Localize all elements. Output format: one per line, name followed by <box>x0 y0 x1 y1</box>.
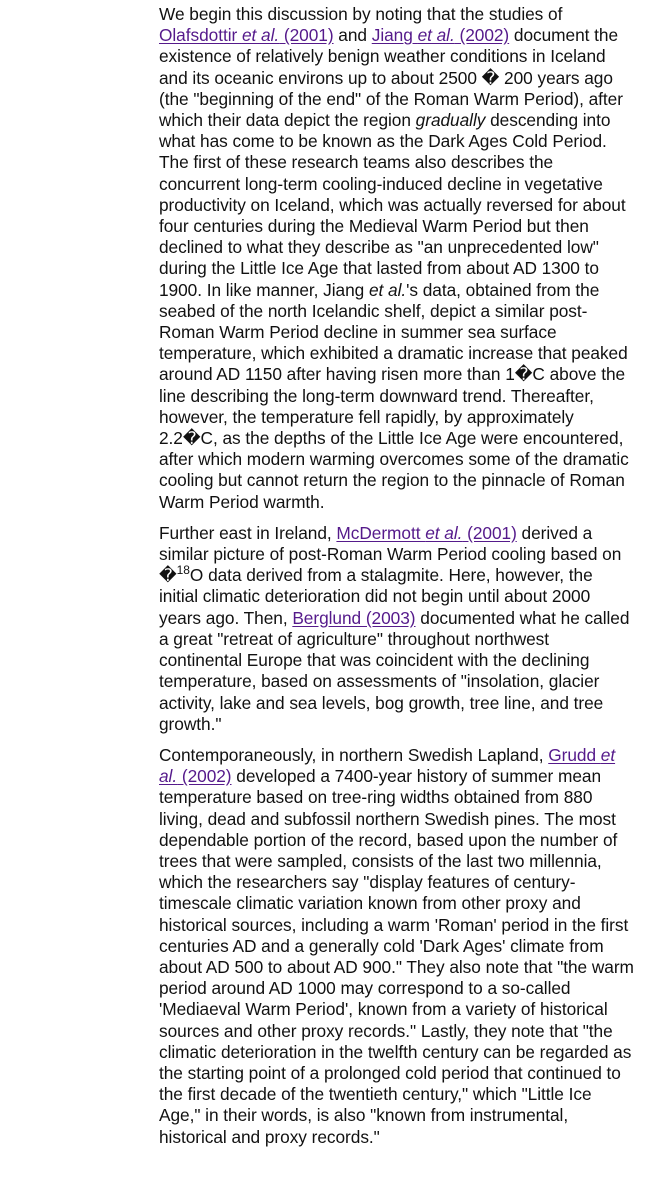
link-grudd-2002[interactable]: Grudd et al. (2002) <box>159 744 616 787</box>
isotope-superscript: 18 <box>176 563 190 578</box>
p2-text-4: documented what he called a great "retreat of agriculture" throughout northwest continental Europe that was coincident with the declining temperature, based on assessments of "insolation, glacier activity, lake and sea levels, bog growth, tree line, and tree growth." <box>159 607 630 734</box>
link-jiang-2002[interactable]: Jiang et al. (2002) <box>371 25 510 46</box>
link-olafsdottir-2001[interactable]: Olafsdottir et al. (2001) <box>159 25 334 46</box>
p2-text-3: O data derived from a stalagmite. Here, however, the initial climatic deterioration did not begin until about 2000 years ago. Then, <box>159 565 593 628</box>
p2-text-1: Further east in Ireland, <box>159 522 337 543</box>
paragraph-iceland <box>159 4 634 513</box>
p2-text-2: derived a similar picture of post-Roman Warm Period cooling based on � <box>159 522 622 586</box>
p1-text-2: and <box>333 25 372 46</box>
p1-text-5: 's data, obtained from the seabed of the north Icelandic shelf, depict a similar post-Roman Warm Period decline in summer sea surface temperature, which exhibited a dramatic increase that peaked around AD 1150 after having risen more than 1�C above the line describing the long-term downward trend. Thereafter, however, the temperature fell rapidly, by approximately 2.2�C, as the depths of the Little Ice Age were encountered, after which modern warming overcomes some of the dramatic cooling but cannot return the region to the pinnacle of Roman Warm Period warmth. <box>159 279 629 512</box>
p1-text-1: We begin this discussion by noting that the studies of <box>159 4 563 24</box>
p3-text-2: developed a 7400-year history of summer mean temperature based on tree-ring widths obtained from 880 living, dead and subfossil northern Swedish pines. The most dependable portion of the record, based upon the number of trees that were sampled, consists of the last two millennia, which the researchers say "display features of century-timescale climatic variation known from other proxy and historical sources, including a warm 'Roman' period in the first centuries AD and a generally cold 'Dark Ages' climate from about AD 500 to about AD 900." They also note that "the warm period around AD 1000 may correspond to a so-called 'Mediaeval Warm Period', known from a variety of historical sources and other proxy records." Lastly, they note that "the climatic deterioration in the twelfth century can be regarded as the starting point of a prolonged cold period that continued to the first decade of the twentieth century," which "Little Ice Age," in their words, is also "known from instrumental, historical and proxy records." <box>159 766 634 1147</box>
p1-emphasis-gradually: gradually <box>415 110 486 131</box>
link-berglund-2003[interactable]: Berglund (2003) <box>292 607 416 628</box>
link-mcdermott-2001[interactable]: McDermott et al. (2001) <box>336 522 517 543</box>
paragraph-lapland <box>159 745 634 1148</box>
p1-text-4: descending into what has come to be known as the Dark Ages Cold Period. The first of these research teams also describes the concurrent long-term cooling-induced decline in vegetative productivity on Iceland, which was actually reversed for about four centuries during the Medieval Warm Period but then declined to what they describe as "an unprecedented low" during the Little Ice Age that lasted from about AD 1300 to 1900. In like manner, Jiang <box>159 110 626 300</box>
p3-text-1: Contemporaneously, in northern Swedish Lapland, <box>159 744 549 765</box>
paragraph-ireland <box>159 523 634 735</box>
p1-text-3: document the existence of relatively benign weather conditions in Iceland and its oceanic environs up to about 2500 � 200 years ago (the "beginning of the end" of the Roman Warm Period), after which their data depict the region <box>159 25 623 131</box>
p1-emphasis-et-al: et al. <box>368 279 407 300</box>
